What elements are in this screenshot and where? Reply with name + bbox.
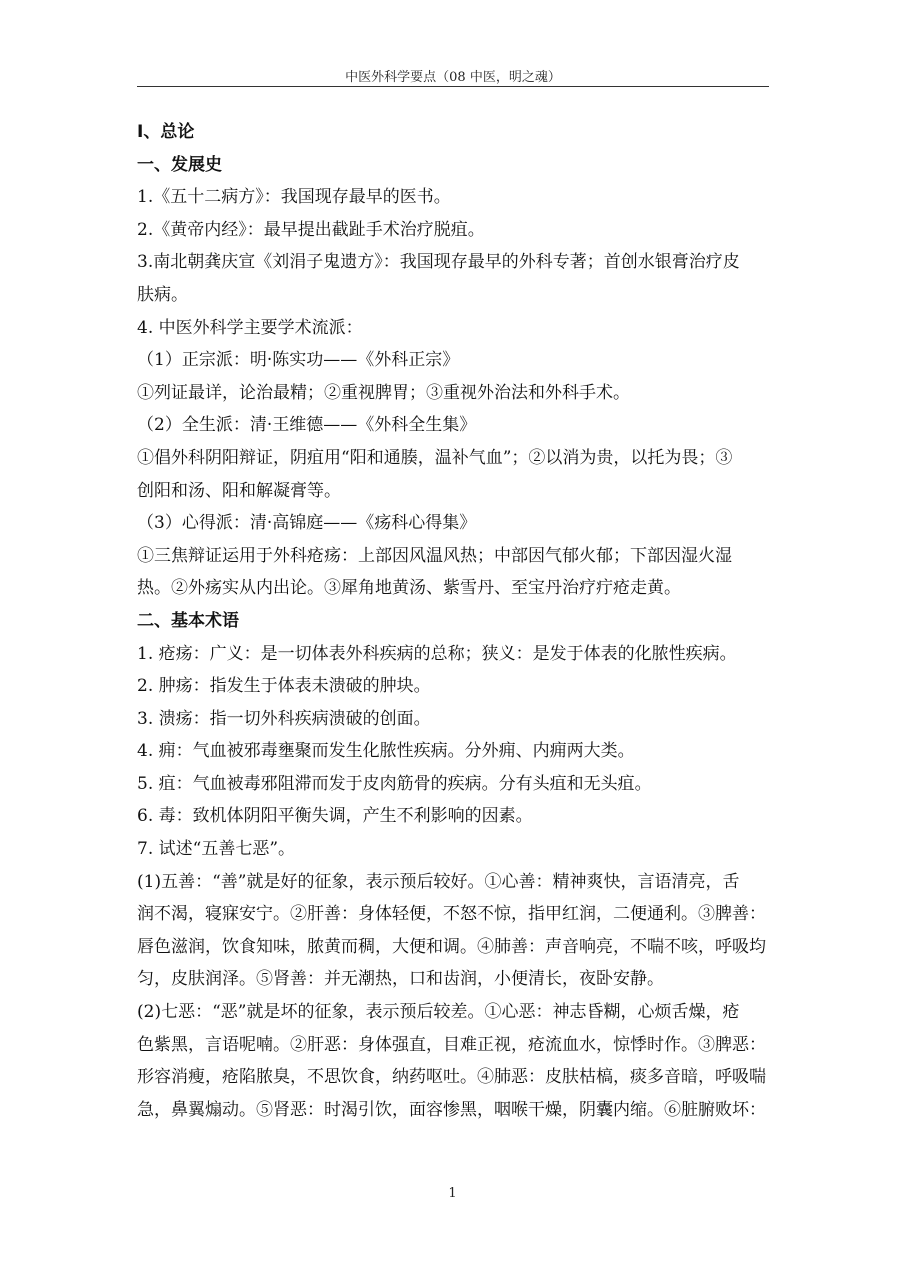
text-line: （1）正宗派：明·陈实功——《外科正宗》	[137, 350, 460, 371]
section-heading: 二、基本术语	[137, 610, 239, 631]
text-line: 1.《五十二病方》：我国现存最早的医书。	[137, 187, 451, 208]
text-line: 急，鼻翼煽动。⑤肾恶：时渴引饮，面容惨黑，咽喉干燥，阴囊内缩。⑥脏腑败坏：	[137, 1099, 766, 1120]
text-line: 色紫黑，言语呢喃。②肝恶：身体强直，目难正视，疮流血水，惊悸时作。③脾恶：	[137, 1034, 766, 1055]
text-line: ①三焦辩证运用于外科疮疡：上部因风温风热；中部因气郁火郁；下部因湿火湿	[137, 545, 732, 566]
text-line: （2）全生派：清·王维德——《外科全生集》	[137, 415, 477, 436]
text-line: 1. 疮疡：广义：是一切体表外科疾病的总称；狭义：是发于体表的化脓性疾病。	[137, 643, 737, 664]
text-line: ①倡外科阴阳辩证，阴疽用“阳和通腠，温补气血”；②以消为贵，以托为畏；③	[137, 447, 733, 468]
text-line: （3）心得派：清·高锦庭——《疡科心得集》	[137, 513, 477, 534]
text-line: 4. 中医外科学主要学术流派：	[137, 317, 363, 338]
page-number: 1	[448, 1186, 457, 1201]
text-line: 形容消瘦，疮陷脓臭，不思饮食，纳药呕吐。④肺恶：皮肤枯槁，痰多音暗，呼吸喘	[137, 1067, 766, 1088]
text-line: 4. 痈：气血被邪毒壅聚而发生化脓性疾病。分外痈、内痈两大类。	[137, 741, 635, 762]
text-line: 润不渴，寝寐安宁。②肝善：身体轻便，不怒不惊，指甲红润，二便通利。③脾善：	[137, 904, 766, 925]
text-line: 3. 溃疡：指一切外科疾病溃破的创面。	[137, 708, 431, 729]
document-body	[137, 116, 773, 1126]
text-line: 6. 毒：致机体阴阳平衡失调，产生不利影响的因素。	[137, 806, 533, 827]
text-line: 2. 肿疡：指发生于体表未溃破的肿块。	[137, 676, 431, 697]
section-heading: 一、发展史	[137, 154, 222, 175]
text-line: 创阳和汤、阳和解凝膏等。	[137, 480, 341, 501]
text-line: 2.《黄帝内经》：最早提出截趾手术治疗脱疽。	[137, 219, 485, 240]
header-rule	[137, 86, 769, 87]
text-line: ①列证最详，论治最精；②重视脾胃；③重视外治法和外科手术。	[137, 382, 630, 403]
text-line: 热。②外疡实从内出论。③犀角地黄汤、紫雪丹、至宝丹治疗疔疮走黄。	[137, 578, 681, 599]
text-line: (2)七恶：“恶”就是坏的征象，表示预后较差。①心恶：神志昏糊，心烦舌燥，疮	[137, 1002, 740, 1023]
text-line: 唇色滋润，饮食知味，脓黄而稠，大便和调。④肺善：声音响亮，不喘不咳，呼吸均	[137, 936, 766, 957]
text-line: 匀，皮肤润泽。⑤肾善：并无潮热，口和齿润，小便清长，夜卧安静。	[137, 969, 664, 990]
running-header: 中医外科学要点（08 中医，明之魂）	[345, 70, 561, 85]
text-line: 7. 试述“五善七恶”。	[137, 839, 296, 860]
section-heading: I、总论	[137, 122, 195, 142]
text-line: 5. 疽：气血被毒邪阻滞而发于皮肉筋骨的疾病。分有头疽和无头疽。	[137, 773, 652, 794]
text-line: 3.南北朝龚庆宣《刘涓子鬼遗方》：我国现存最早的外科专著；首创水银膏治疗皮	[137, 252, 740, 273]
text-line: (1)五善：“善”就是好的征象，表示预后较好。①心善：精神爽快，言语清亮，舌	[137, 871, 740, 892]
text-line: 肤病。	[137, 284, 188, 305]
